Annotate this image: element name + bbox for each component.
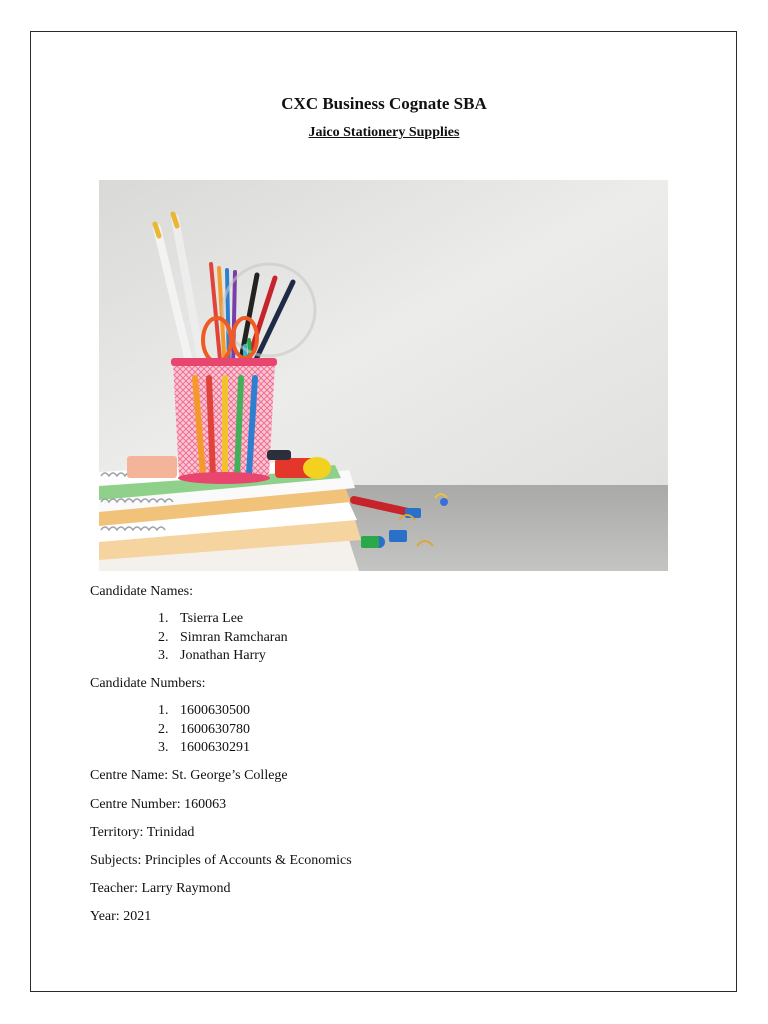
- list-item: [158, 702, 250, 721]
- candidate-number: 1600630500: [180, 703, 250, 718]
- list-number: 2.: [158, 721, 169, 737]
- candidate-name: Jonathan Harry: [180, 648, 266, 663]
- candidate-numbers-label: Candidate Numbers:: [90, 676, 206, 691]
- list-item: [158, 739, 250, 758]
- list-item: [158, 647, 288, 666]
- document-title: CXC Business Cognate SBA: [281, 94, 487, 113]
- document-subtitle: Jaico Stationery Supplies: [308, 125, 460, 140]
- territory: Territory: Trinidad: [90, 825, 195, 840]
- list-number: 1.: [158, 611, 169, 626]
- subjects: Subjects: Principles of Accounts & Economics: [90, 853, 352, 868]
- list-item: [158, 721, 250, 740]
- candidate-names-list: [158, 610, 288, 666]
- cover-photo-stationery: [99, 180, 668, 571]
- list-number: 3.: [158, 740, 169, 755]
- candidate-names-label: Candidate Names:: [90, 584, 194, 599]
- list-item: [158, 629, 288, 648]
- centre-number: Centre Number: 160063: [90, 797, 227, 812]
- year: Year: 2021: [90, 909, 152, 924]
- candidate-numbers-list: [158, 702, 250, 758]
- list-item: [158, 610, 288, 629]
- teacher: Teacher: Larry Raymond: [90, 881, 231, 896]
- list-number: 1.: [158, 703, 169, 718]
- centre-name: Centre Name: St. George’s College: [90, 768, 288, 783]
- candidate-name: Tsierra Lee: [180, 611, 244, 626]
- candidate-number: 1600630780: [180, 721, 250, 737]
- candidate-number: 1600630291: [180, 740, 250, 755]
- candidate-name: Simran Ramcharan: [180, 629, 288, 645]
- list-number: 2.: [158, 629, 169, 645]
- list-number: 3.: [158, 648, 169, 663]
